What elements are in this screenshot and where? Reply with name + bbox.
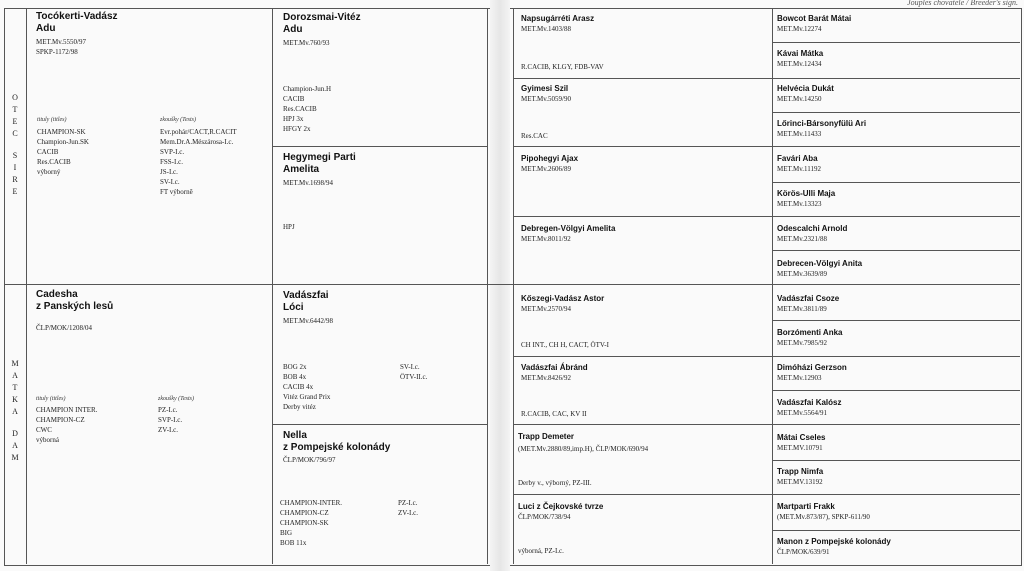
dam-title: CHAMPION INTER. [36,406,98,414]
dam-titles-list [36,405,97,445]
gen4-reg: MET.MV.10791 [777,444,823,452]
sire-name-line2: Adu [36,23,56,34]
gen2-name: Nella [283,430,307,441]
gen4-cell-15 [777,537,891,557]
gen4-cell-3 [777,119,866,139]
divider-gen4-13 [772,460,1020,461]
dam-side-label: M A T K A D A M [11,359,19,462]
gen4-name: Bowcot Barát Mátai [777,14,852,23]
gen4-cell-6 [777,224,847,244]
gen4-cell-2 [777,84,834,104]
sire-test: Mem.Dr.A.Mészárosa-I.c. [160,138,234,146]
gen4-name: Borzómenti Anka [777,328,843,337]
gen4-name: Körös-Ulli Maja [777,189,836,198]
gen2-title: HFGY 2x [283,125,311,133]
gen3-reg: MET.Mv.8011/92 [521,235,571,243]
divider-gen3-1 [513,78,772,79]
gen4-reg: MET.Mv.12903 [777,374,822,382]
gen4-name: Helvécia Dukát [777,84,834,93]
gen2-reg: MET.Mv.760/93 [283,39,330,47]
gen2-0-titles [283,84,331,134]
divider-gen3-6 [513,424,772,425]
gen2-name: z Pompejské kolonády [283,442,391,453]
granddam-maternal-cell [283,430,483,465]
gen2-1-titles [283,222,295,232]
dam-title: výborná [36,436,59,444]
grandsire-paternal-cell [283,12,483,48]
gen2-2-titles-right [400,362,427,382]
divider-gen4-7 [772,250,1020,251]
dam-cell [36,289,268,333]
divider-side [26,8,27,564]
gen4-cell-8 [777,294,839,314]
gen4-reg: MET.Mv.12434 [777,60,822,68]
sire-name-line1: Tocókerti-Vadász [36,11,118,22]
sire-test: SVP-I.c. [160,148,185,156]
gen2-title: CHAMPION-SK [280,519,329,527]
gen3-reg: MET.Mv.8426/92 [521,374,571,382]
divider-gen3-3 [513,216,772,217]
gen2-name: Dorozsmai-Vitéz [283,12,361,23]
gen3-name: Pipohegyi Ajax [521,154,579,163]
gen2-title: CACIB [283,95,305,103]
gen4-name: Debrecen-Völgyi Anita [777,259,863,268]
gen2-reg: ČLP/MOK/796/97 [283,456,336,464]
gen2-name: Amelita [283,164,320,175]
gen4-cell-5 [777,189,835,209]
sire-title: CACIB [37,148,59,156]
dam-title: CHAMPION-CZ [36,416,85,424]
sire-test: JS-I.c. [160,168,178,176]
dam-tests-list [158,405,182,435]
breeder-sign-caption: Jouples chovatele / Breeder's sign. [907,0,1018,7]
gen3-reg: (MET.Mv.2880/89,imp.H), ČLP/MOK/690/94 [518,445,649,453]
gen3-cell-0 [521,14,767,34]
gen3-cell-2 [521,154,767,174]
divider-gen3-5 [513,356,772,357]
sire-test: Evr.pohár/CACT,R.CACIT [160,128,237,136]
gen4-cell-11 [777,398,841,418]
gen3-6-titles: Derby v., výborný, PZ-III. [518,479,592,487]
gen2-title: BOB 4x [283,373,307,381]
gen4-cell-14 [777,502,870,522]
gen4-name: Manon z Pompejské kolonády [777,537,891,546]
gen2-name: Vadászfai [283,290,329,301]
gen2-title: BOG 2x [283,363,307,371]
divider-gen4 [772,8,773,564]
gen3-0-titles: R.CACIB, KLGY, FDB-VAV [521,63,604,71]
gen2-title: SV-I.c. [400,363,420,371]
sire-test: SV-I.c. [160,178,180,186]
gen3-4-titles: CH INT., CH H, CACT, ÖTV-I [521,341,609,349]
sire-cell [36,11,268,57]
gen4-name: Lőrinci-Bársonyfülü Ari [777,119,867,128]
gen4-reg: MET.Mv.13323 [777,200,822,208]
gen3-name: Luci z Čejkovské tvrze [518,502,604,511]
gen4-reg: MET.Mv.11192 [777,165,822,173]
divider-gen4-5 [772,182,1020,183]
gen3-name: Debregen-Völgyi Amelita [521,224,616,233]
divider-sire-dam [4,284,1020,285]
gen4-reg: MET.Mv.3811/89 [777,305,827,313]
gen2-title: HPJ [283,223,295,231]
divider-gen4-15 [772,530,1020,531]
gen3-name: Gyimesi Szil [521,84,569,93]
gen2-title: BIG [280,529,293,537]
sire-test: FSS-I.c. [160,158,183,166]
dam-reg1: ČLP/MOK/1208/04 [36,324,93,332]
sire-title: Res.CACIB [37,158,71,166]
gen4-reg: MET.MV.13192 [777,478,823,486]
dam-titles-label: tituly (titles) [36,396,66,402]
gen3-cell-7 [518,502,770,522]
gen4-name: Favári Aba [777,154,818,163]
page-fold [490,0,510,571]
divider-gen2-sire [272,146,487,147]
divider-gen4-9 [772,320,1020,321]
dam-tests-label: zkoušky (Tests) [158,396,194,402]
dam-test: PZ-I.c. [158,406,178,414]
gen4-cell-7 [777,259,862,279]
sire-reg1: MET.Mv.5550/97 [36,38,86,46]
gen2-name: Adu [283,24,303,35]
gen2-title: Vitéz Grand Prix [283,393,331,401]
gen4-reg: MET.Mv.12274 [777,25,822,33]
gen3-name: Kőszegi-Vadász Astor [521,294,605,303]
gen2-title: CACIB 4x [283,383,314,391]
gen4-reg: MET.Mv.7985/92 [777,339,827,347]
dam-name-line2: z Panských lesů [36,301,114,312]
gen3-reg: MET.Mv.2570/94 [521,305,571,313]
divider-gen4-3 [772,112,1020,113]
gen4-name: Trapp Nimfa [777,467,824,476]
gen4-name: Odescalchi Arnold [777,224,848,233]
gen4-cell-10 [777,363,847,383]
divider-gen4-14 [772,494,1020,495]
divider-gen4-11 [772,390,1020,391]
gen4-reg: MET.Mv.2321/88 [777,235,827,243]
gen3-1-titles: Res.CAC [521,132,548,140]
gen4-reg: MET.Mv.5564/91 [777,409,827,417]
gen4-reg: (MET.Mv.873/87), SPKP-611/90 [777,513,870,521]
dam-test: SVP-I.c. [158,416,183,424]
gen3-name: Napsugárréti Arasz [521,14,595,23]
gen4-name: Vadászfai Csoze [777,294,840,303]
sire-title: výborný [37,168,61,176]
gen3-name: Vadászfai Ábránd [521,363,588,372]
gen4-cell-4 [777,154,821,174]
gen4-name: Dimóházi Gerzson [777,363,847,372]
gen3-cell-5 [521,363,767,383]
sire-title: CHAMPION-SK [37,128,86,136]
gen3-5-titles: R.CACIB, CAC, KV II [521,410,587,418]
gen4-cell-1 [777,49,823,69]
sire-reg2: SPKP-1172/98 [36,48,78,56]
gen2-3-titles [280,498,342,548]
gen2-title: CHAMPION-INTER. [280,499,343,507]
divider-gen3-left [487,8,488,564]
divider-gen4-6 [772,216,1020,217]
gen4-cell-9 [777,328,843,348]
grandsire-maternal-cell [283,290,483,326]
gen2-title: Res.CACIB [283,105,317,113]
gen2-title: ZV-I.c. [398,509,418,517]
gen2-title: Champion-Jun.H [283,85,332,93]
gen3-reg: MET.Mv.1403/88 [521,25,571,33]
gen4-cell-0 [777,14,851,34]
sire-side-label: O T E C S I R E [12,93,18,196]
dam-test: ZV-I.c. [158,426,178,434]
gen4-cell-13 [777,467,823,487]
gen3-cell-1 [521,84,767,104]
divider-gen4-2 [772,78,1020,79]
divider-gen3 [513,8,514,564]
divider-gen3-2 [513,146,772,147]
dam-title: CWC [36,426,52,434]
gen2-title: BOB 11x [280,539,307,547]
gen3-cell-6 [518,432,770,454]
sire-titles-list [37,127,89,177]
divider-gen4-1 [772,42,1020,43]
gen4-name: Kávai Mátka [777,49,824,58]
gen4-name: Mátai Cseles [777,433,826,442]
gen4-reg: MET.Mv.3639/89 [777,270,827,278]
sire-test: FT výborně [160,188,193,196]
gen3-reg: MET.Mv.2606/89 [521,165,571,173]
gen2-name: Hegymegi Parti [283,152,356,163]
divider-gen3-7 [513,494,772,495]
sire-titles-label: tituly (titles) [37,117,67,123]
gen2-title: ÖTV-II.c. [400,373,428,381]
gen3-reg: ČLP/MOK/738/94 [518,513,571,521]
divider-gen2-dam [272,424,487,425]
gen4-cell-12 [777,433,825,453]
gen2-title: HPJ 3x [283,115,304,123]
gen3-cell-4 [521,294,767,314]
granddam-paternal-cell [283,152,483,188]
gen3-name: Trapp Demeter [518,432,575,441]
gen4-reg: MET.Mv.14250 [777,95,822,103]
gen2-2-titles [283,362,330,412]
gen2-title: CHAMPION-CZ [280,509,329,517]
gen4-name: Martparti Frakk [777,502,835,511]
gen2-3-titles-right [398,498,418,518]
dam-name-line1: Cadesha [36,289,78,300]
gen2-title: PZ-I.c. [398,499,418,507]
sire-tests-list [160,127,237,197]
sire-title: Champion-Jun.SK [37,138,89,146]
gen4-name: Vadászfai Kalósz [777,398,842,407]
divider-gen4-12 [772,424,1020,425]
divider-gen4-10 [772,356,1020,357]
sire-tests-label: zkoušky (Tests) [160,117,196,123]
gen2-reg: MET.Mv.6442/98 [283,317,333,325]
gen4-reg: MET.Mv.11433 [777,130,822,138]
gen2-title: Derby vitéz [283,403,316,411]
gen3-reg: MET.Mv.5059/90 [521,95,571,103]
gen4-reg: ČLP/MOK/639/91 [777,548,830,556]
gen2-name: Lóci [283,302,304,313]
gen3-7-titles: výborná, PZ-I.c. [518,547,564,555]
gen3-cell-3 [521,224,767,244]
divider-gen4-4 [772,146,1020,147]
divider-gen2 [272,8,273,564]
gen2-reg: MET.Mv.1698/94 [283,179,333,187]
